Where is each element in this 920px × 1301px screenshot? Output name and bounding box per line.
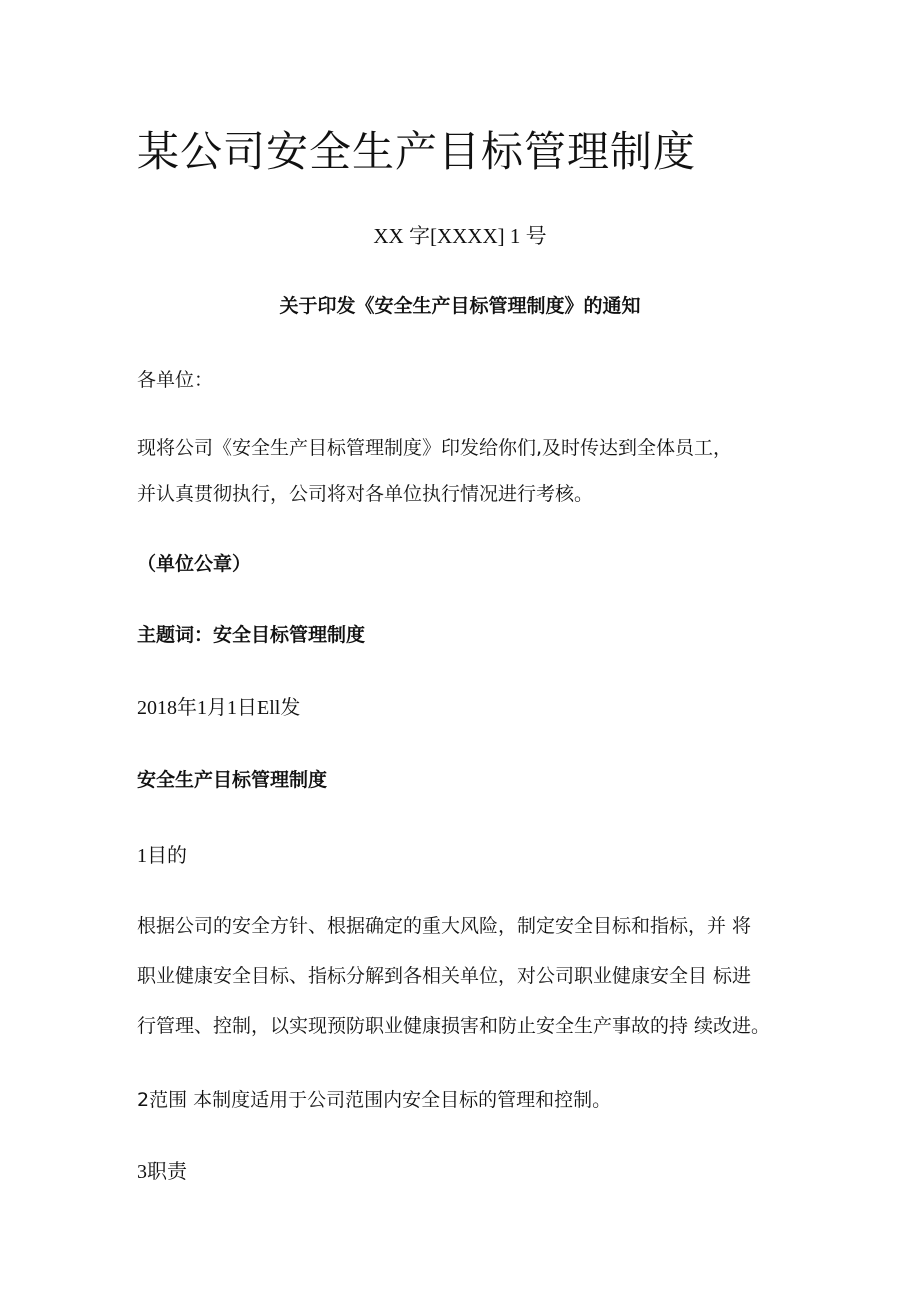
section-1-body-line-2: 职业健康安全目标、指标分解到各相关单位，对公司职业健康安全目 标进: [137, 965, 752, 987]
section-1-body-line-3: 行管理、控制，以实现预防职业健康损害和防止安全生产事故的持 续改进。: [137, 1015, 771, 1037]
addressee: 各单位：: [137, 369, 214, 391]
subject-words: 主题词：安全目标管理制度: [137, 624, 366, 646]
section-1-heading: 1目的: [137, 845, 187, 867]
section-3-heading: 3职责: [137, 1161, 187, 1183]
document-title: 某公司安全生产目标管理制度: [137, 127, 697, 176]
seal-placeholder: （单位公章）: [137, 553, 252, 575]
regulation-title: 安全生产目标管理制度: [137, 769, 328, 791]
section-2-scope: 2范围 本制度适用于公司范围内安全目标的管理和控制。: [137, 1089, 612, 1111]
section-1-body-line-1: 根据公司的安全方针、根据确定的重大风险，制定安全目标和指标，并 将: [137, 915, 752, 937]
notice-body-line-1: 现将公司《安全生产目标管理制度》印发给你们,及时传达到全体员工，: [137, 437, 733, 459]
notice-title: 关于印发《安全生产目标管理制度》的通知: [279, 295, 641, 317]
notice-body-line-2: 并认真贯彻执行，公司将对各单位执行情况进行考核。: [137, 483, 594, 505]
issue-date: 2018年1月1日Ell发: [137, 697, 301, 719]
document-number: XX 字[XXXX] 1 号: [373, 224, 547, 248]
